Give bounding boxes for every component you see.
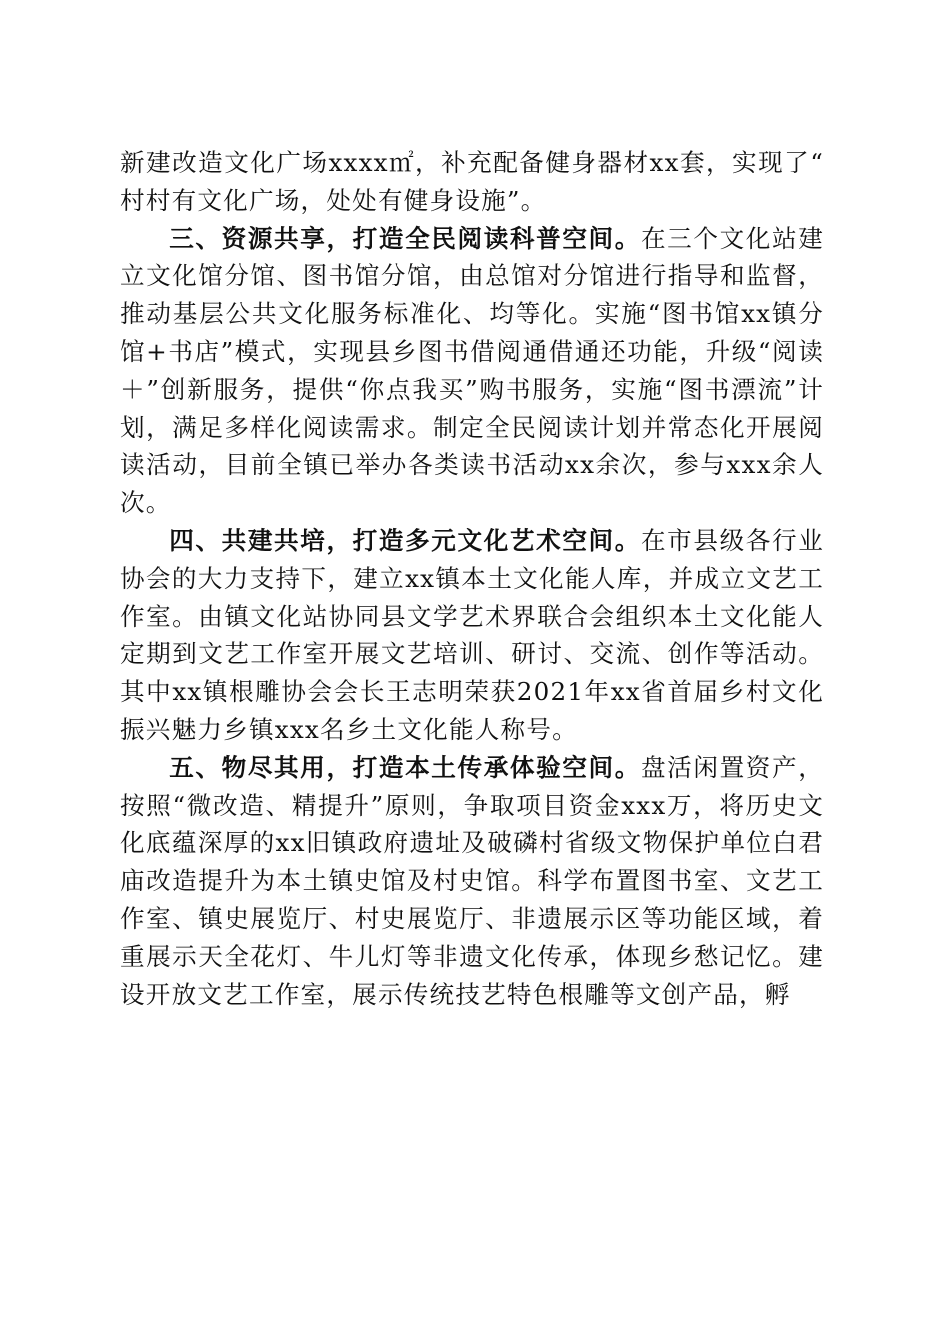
paragraph-text: 在市县级各行业协会的大力支持下，建立xx镇本土文化能人库，并成立文艺工作室。由镇文化站协同县文学艺术界联合会组织本土文化能人定期到文艺工作室开展文艺培训、研讨、交流、创作等活动。其中xx镇根雕协会会长王志明荣获2021年xx省首届乡村文化振兴魅力乡镇xxx名乡土文化能人称号。 <box>120 525 824 744</box>
section-heading-three: 三、资源共享，打造全民阅读科普空间。 <box>169 223 641 253</box>
paragraph-text: 在三个文化站建立文化馆分馆、图书馆分馆，由总馆对分馆进行指导和监督，推动基层公共文化服务标准化、均等化。实施“图书馆xx镇分馆+书店”模式，实现县乡图书借阅通借通还功能，升级“阅读＋”创新服务，提供“你点我买”购书服务，实施“图书漂流”计划，满足多样化阅读需求。制定全民阅读计划并常态化开展阅读活动，目前全镇已举办各类读书活动xx余次，参与xxx余人次。 <box>120 223 824 518</box>
paragraph-continuation <box>120 144 824 220</box>
paragraph-section-four <box>120 522 824 749</box>
document-body <box>120 144 824 1013</box>
section-heading-four: 四、共建共培，打造多元文化艺术空间。 <box>169 525 641 555</box>
paragraph-section-three <box>120 220 824 522</box>
paragraph-text: 盘活闲置资产，按照“微改造、精提升”原则，争取项目资金xxx万，将历史文化底蕴深厚的xx旧镇政府遗址及破磷村省级文物保护单位白君庙改造提升为本土镇史馆及村史馆。科学布置图书室、文艺工作室、镇史展览厅、村史展览厅、非遗展示区等功能区域，着重展示天全花灯、牛儿灯等非遗文化传承，体现乡愁记忆。建设开放文艺工作室，展示传统技艺特色根雕等文创产品，孵 <box>120 752 824 1009</box>
paragraph-section-five <box>120 749 824 1014</box>
section-heading-five: 五、物尽其用，打造本土传承体验空间。 <box>169 752 641 782</box>
paragraph-text: 新建改造文化广场xxxx㎡，补充配备健身器材xx套，实现了“村村有文化广场，处处有健身设施”。 <box>120 148 824 215</box>
